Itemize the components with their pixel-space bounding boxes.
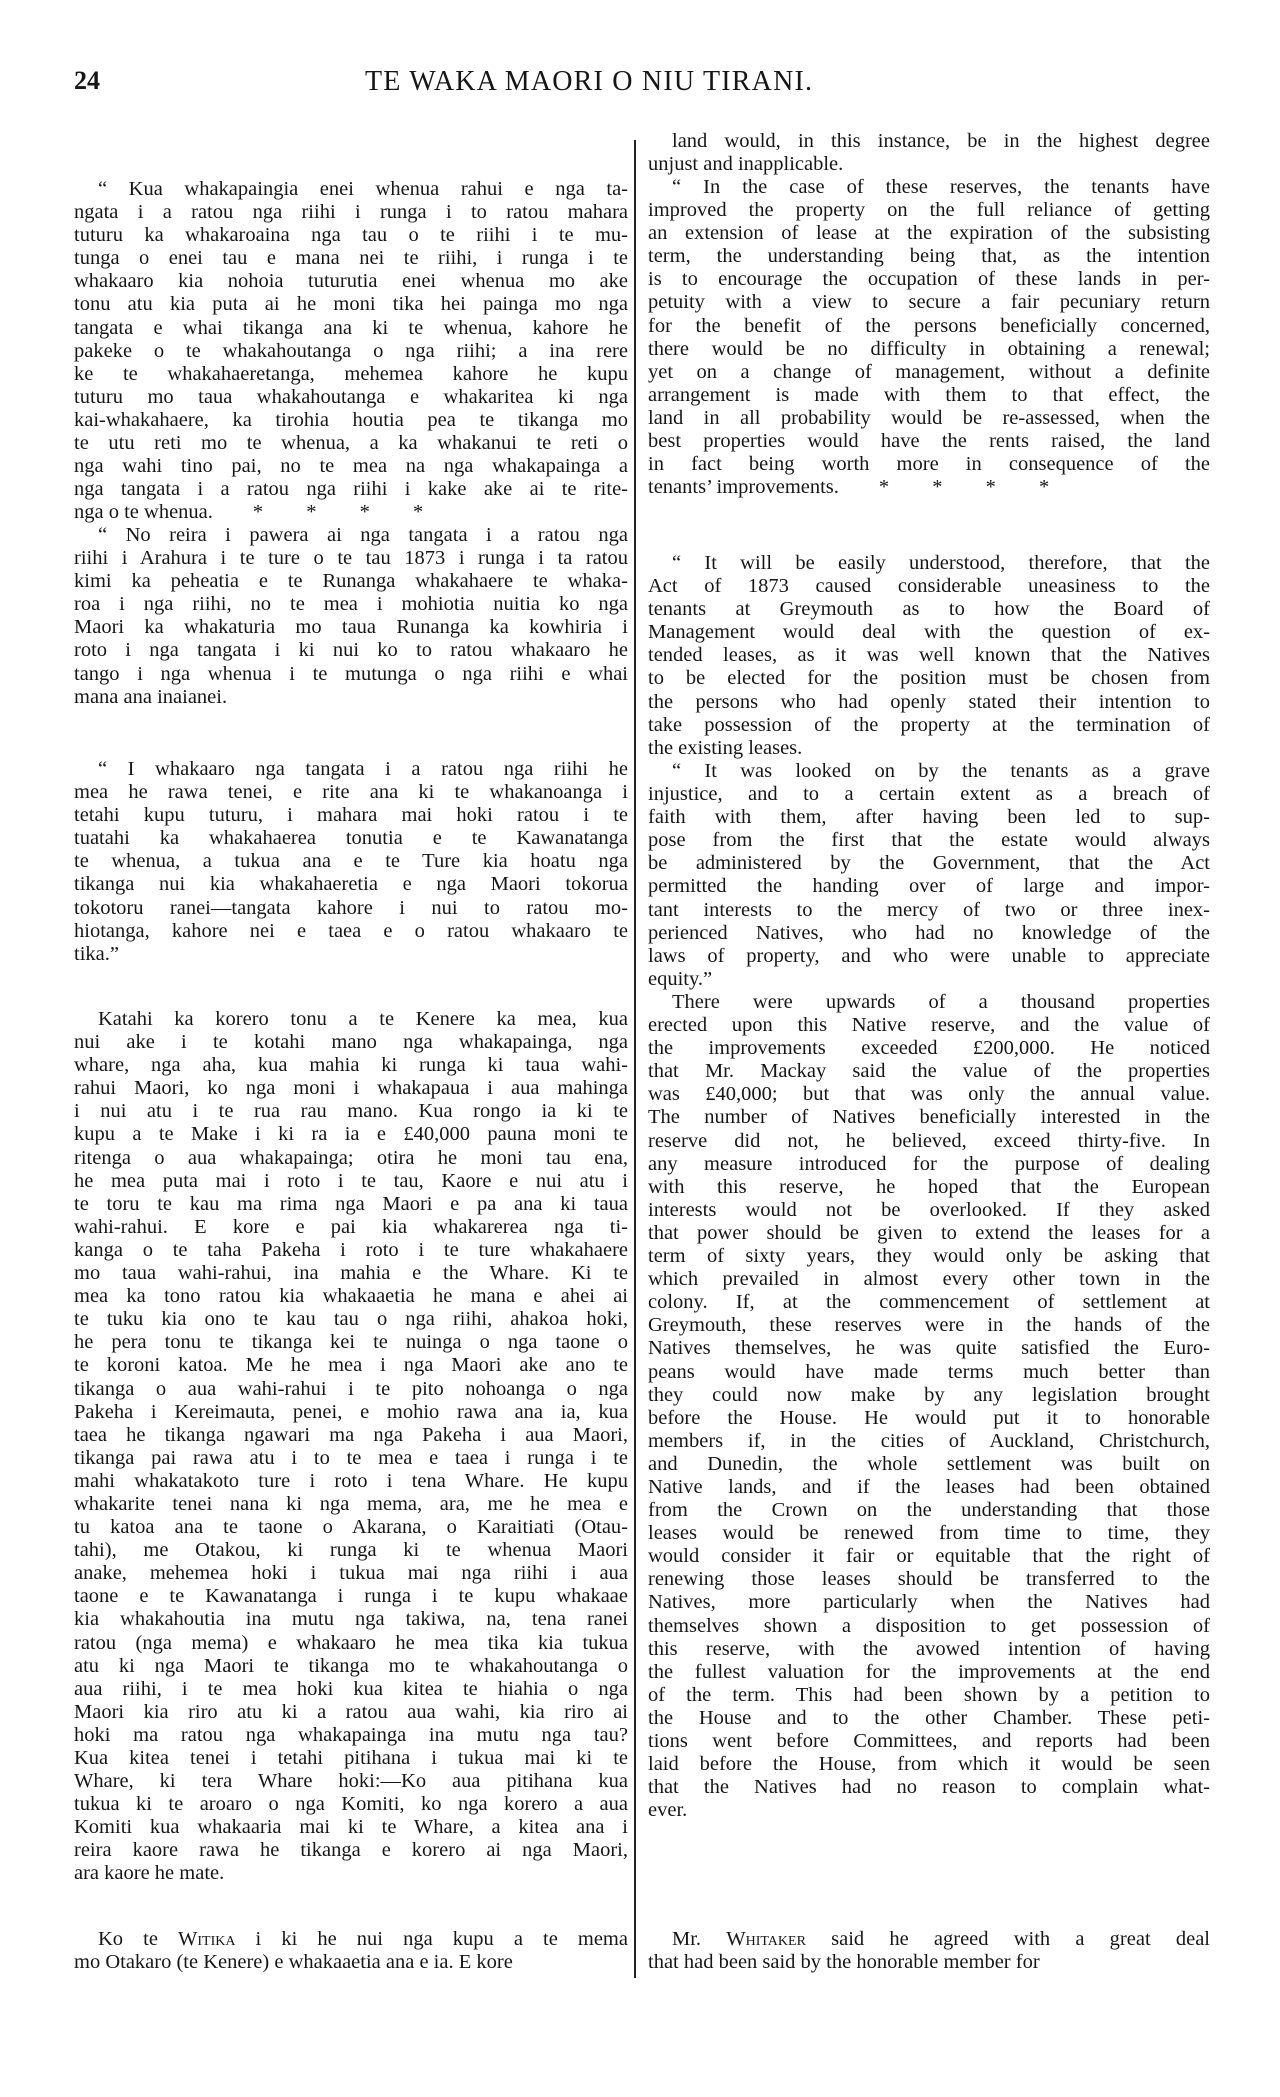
text-line: “ Kua whakapaingia enei whenua rahui e nga ta-: [98, 178, 628, 200]
running-title: TE WAKA MAORI O NIU TIRANI.: [365, 66, 814, 97]
text-line: ke te whakahaeretanga, mehemea kahore he kupu: [74, 362, 628, 385]
text-line: laws of property, and who were unable to appreciate: [648, 944, 1210, 967]
text-line: rahui Maori, ko nga moni i whakapaua i aua mahinga: [74, 1077, 628, 1100]
text-line: [74, 1928, 628, 1951]
text-line: Maori ka whakaturia mo taua Runanga ka kowhiria i: [74, 616, 628, 639]
text-line: Act of 1873 caused considerable uneasiness to the: [648, 575, 1210, 598]
text-line: tenants’ improvements. * * * *: [648, 476, 1050, 499]
text-line: was £40,000; but that was only the annual value.: [648, 1083, 1210, 1106]
text-line: nga o te whenua. * * * *: [74, 501, 424, 524]
paragraph: [74, 1928, 628, 1974]
text-line: to be elected for the position must be chosen from: [648, 667, 1210, 690]
text-line: leases would be renewed from time to time, they: [648, 1522, 1210, 1545]
text-line: te toru te kau ma rima nga Maori e pa ana ki taua: [74, 1192, 628, 1215]
text-line: mea he rawa tenei, e rite ana ki te whakanoanga i: [74, 781, 628, 804]
text-line: te utu reti mo te whenua, a ka whakanui te reti o: [74, 432, 628, 455]
text-line: te whenua, a tukua ana e te Ture kia hoatu nga: [74, 850, 628, 873]
text-line: nga tangata i a ratou nga riihi i kake ake ai te rite-: [74, 478, 628, 501]
text-line: te tuku kia ono te kau tau o nga riihi, ahakoa hoki,: [74, 1308, 628, 1331]
text-line: mana ana inaianei.: [74, 685, 228, 708]
text-line: tahi), me Otakou, ki runga ki te whenua Maori: [74, 1539, 628, 1562]
text-line: peans would have made terms much better than: [648, 1360, 1210, 1383]
text-line: tonu atu kia puta ai he moni tika hei painga mo nga: [74, 293, 628, 316]
text-line: ever.: [648, 1799, 688, 1822]
text-line: kai-whakahaere, ka tirohia houtia pea te tikanga mo: [74, 408, 628, 431]
text-line: Katahi ka korero tonu a te Kenere ka mea, kua: [98, 1008, 628, 1030]
text-line: the House and to the other Chamber. These peti-: [648, 1706, 1210, 1729]
text-line: would consider it fair or equitable that the right of: [648, 1545, 1210, 1568]
paragraph: [74, 1008, 628, 1886]
text-line: the fullest valuation for the improvements at the end: [648, 1660, 1210, 1683]
text-line: injustice, and to a certain extent as a breach of: [648, 783, 1210, 806]
text-line: tuturu mo taua whakahoutanga e whakaritea ki nga: [74, 385, 628, 408]
text-line: taone e te Kawanatanga i runga i te kupu whakaae: [74, 1585, 628, 1608]
text-line: kimi ka peheatia e te Runanga whakahaere te whaka-: [74, 570, 628, 593]
text-line: “ No reira i pawera ai nga tangata i a ratou nga: [98, 524, 628, 546]
text-line: themselves shown a disposition to get possession of: [648, 1614, 1210, 1637]
text-line: land would, in this instance, be in the highest degree: [672, 130, 1210, 152]
text-line: this reserve, with the avowed intention of having: [648, 1637, 1210, 1660]
text-line: aua riihi, i te mea hoki kua kitea te hiahia o nga: [74, 1677, 628, 1700]
ellipsis-stars: * * * *: [878, 476, 1050, 499]
text-line: te koroni katoa. Me he mea i nga Maori ake ano te: [74, 1354, 628, 1377]
text-line: perienced Natives, who had no knowledge of the: [648, 921, 1210, 944]
text-line: the persons who had openly stated their intention to: [648, 690, 1210, 713]
text-line: [648, 1928, 1210, 1951]
text-line: taea he tikanga ngawari ma nga Pakeha i aua Maori,: [74, 1423, 628, 1446]
text-line: the improvements exceeded £200,000. He noticed: [648, 1037, 1210, 1060]
text-line: ritenga o aua whakapainga; otira he moni tau ena,: [74, 1146, 628, 1169]
text-line: tukua ki te aroaro o nga Komiti, ko nga korero a aua: [74, 1793, 628, 1816]
text-line: improved the property on the full reliance of getting: [648, 199, 1210, 222]
text-line: renewing those leases should be transferred to the: [648, 1568, 1210, 1591]
text-line: an extension of lease at the expiration of the subsisting: [648, 222, 1210, 245]
text-line: laid before the House, from which it would be seen: [648, 1753, 1210, 1776]
text-line: take possession of the property at the termination of: [648, 713, 1210, 736]
text-line: equity.”: [648, 967, 713, 990]
text-line: of the term. This had been shown by a petition to: [648, 1683, 1210, 1706]
text-line: colony. If, at the commencement of settlement at: [648, 1291, 1210, 1314]
text-line: Management would deal with the question of ex-: [648, 621, 1210, 644]
text-line: which prevailed in almost every other town in the: [648, 1268, 1210, 1291]
text-line: kupu a te Make i ki ra ia e £40,000 pauna moni te: [74, 1123, 628, 1146]
speaker-prefix: Ko te: [98, 1928, 179, 1950]
text-line: reira kaore rawa he tikanga e korero ai nga Maori,: [74, 1839, 628, 1862]
text-line: anake, mehemea hoki i tukua mai nga riihi i aua: [74, 1562, 628, 1585]
text-line: pose from the first that the estate would always: [648, 829, 1210, 852]
text-line: arrangement is made with them to that effect, the: [648, 383, 1210, 406]
ellipsis-stars: * * * *: [252, 501, 424, 524]
text-line: “ I whakaaro nga tangata i a ratou nga riihi he: [98, 758, 628, 780]
text-line: riihi i Arahura i te ture o te tau 1873 i runga i ta ratou: [74, 547, 628, 570]
text-line: tangata e whai tikanga ana ki te whenua, kahore he: [74, 316, 628, 339]
text-line: for the benefit of the persons beneficially concerned,: [648, 314, 1210, 337]
paragraph: [648, 760, 1210, 991]
text-line: tions went before Committees, and reports had been: [648, 1730, 1210, 1752]
text-line: kanga o te taha Pakeha i roto i te ture whakahaere: [74, 1238, 628, 1261]
text-line: Natives themselves, he was quite satisfied the Euro-: [648, 1337, 1210, 1360]
text-line: tuturu ka whakaroaina nga tau o te riihi i te mu-: [74, 224, 628, 247]
text-line: there would be no difficulty in obtaining a renewal;: [648, 337, 1210, 360]
text-line: nga wahi tino pai, no te mea na nga whakapainga a: [74, 455, 628, 478]
column-divider: [634, 140, 636, 1978]
text-line: he mea puta mai i roto i te tau, Kaore e nui atu i: [74, 1169, 628, 1192]
text-line: whakarite tenei nana ki nga mema, ara, me he mea e: [74, 1492, 628, 1515]
text-line: tuatahi ka whakahaerea tonutia e te Kawanatanga: [74, 827, 628, 850]
text-line: interests would not be overlooked. If they asked: [648, 1198, 1210, 1221]
text-line: ngata i a ratou nga riihi i runga i to ratou mahara: [74, 201, 628, 224]
paragraph: [648, 552, 1210, 760]
text-line: Pakeha i Kereimauta, penei, e mohio rawa ana ia, kua: [74, 1400, 628, 1423]
text-line: kia whakahoutia ina mutu nga takiwa, na, tena ranei: [74, 1608, 628, 1631]
text-line: Maori kia riro atu ki a ratou aua wahi, kia riro ai: [74, 1700, 628, 1723]
text-line: in fact being worth more in consequence of the: [648, 453, 1210, 476]
text-line: tenants at Greymouth as to how the Board of: [648, 598, 1210, 621]
paragraph: [648, 991, 1210, 1822]
text-line: is to encourage the occupation of these lands in per-: [648, 268, 1210, 291]
text-line: mo Otakaro (te Kenere) e whakaaetia ana e ia. E kore: [74, 1951, 513, 1974]
text-line: i nui atu i te rua rau mano. Kua rongo ia ki te: [74, 1100, 628, 1123]
speaker-suffix: said he agreed with a great deal: [805, 1928, 1210, 1950]
text-line: Greymouth, these reserves were in the hands of the: [648, 1314, 1210, 1337]
text-line: whare, nga aha, kua mahia ki runga ki taua wahi-: [74, 1054, 628, 1077]
text-line: roa i nga riihi, no te mea i mohiotia nuitia ko nga: [74, 593, 628, 616]
text-line: term of sixty years, they would only be asking that: [648, 1245, 1210, 1268]
text-line: tu katoa ana te taone o Akarana, o Karaitiati (Otau-: [74, 1516, 628, 1539]
text-line: “ It was looked on by the tenants as a grave: [672, 760, 1210, 782]
text-line: permitted the handing over of large and impor-: [648, 875, 1210, 898]
text-line: tango i nga whenua i te mutunga o nga riihi e whai: [74, 662, 628, 685]
text-line: that the Natives had no reason to complain what-: [648, 1776, 1210, 1799]
text-line: tant interests to the mercy of two or three inex-: [648, 898, 1210, 921]
paragraph: [74, 524, 628, 709]
text-line: tetahi kupu tuturu, i mahara mai hoki ratou i te: [74, 804, 628, 827]
text-line: hiotanga, kahore nei e taea e o ratou whakaaro te: [74, 919, 628, 942]
speaker-name: Witika: [178, 1928, 236, 1950]
text-line: yet on a change of management, without a definite: [648, 360, 1210, 383]
paragraph: [74, 178, 628, 524]
text-line: they could now make by any legislation brought: [648, 1383, 1210, 1406]
text-line: with this reserve, he hoped that the European: [648, 1175, 1210, 1198]
speaker-name: Whitaker: [726, 1928, 806, 1950]
text-line: ara kaore he mate.: [74, 1862, 225, 1885]
text-line: mo taua wahi-rahui, ina mahia e the Whare. Ki te: [74, 1262, 628, 1285]
paragraph: [648, 130, 1210, 176]
text-line: tended leases, as it was well known that the Natives: [648, 644, 1210, 667]
text-line: tika.”: [74, 942, 119, 965]
text-line: that power should be given to extend the leases for a: [648, 1221, 1210, 1244]
text-line: tikanga nui kia whakahaeretia e nga Maori tokorua: [74, 873, 628, 896]
text-line: land in all probability would be re-assessed, when the: [648, 406, 1210, 429]
text-line: from the Crown on the understanding that those: [648, 1499, 1210, 1522]
text-line: tunga o enei tau e mana nei te riihi, i runga i te: [74, 247, 628, 270]
text-line: Komiti kua whakaaria mai ki te Whare, a kitea ana i: [74, 1816, 628, 1839]
text-line: whakaaro kia nohoia tuturutia enei whenua mo ake: [74, 270, 628, 293]
text-line: any measure introduced for the purpose of dealing: [648, 1152, 1210, 1175]
text-line: best properties would have the rents raised, the land: [648, 430, 1210, 453]
text-line: There were upwards of a thousand properties: [672, 991, 1210, 1013]
text-line: tikanga pai rawa atu i to te mea e taea i runga i te: [74, 1446, 628, 1469]
text-line: be administered by the Government, that the Act: [648, 852, 1210, 875]
text-line: tikanga o aua wahi-rahui i te pito nohoanga o nga: [74, 1377, 628, 1400]
text-line: members if, in the cities of Auckland, Christchurch,: [648, 1429, 1210, 1452]
text-line: roto i nga tangata i ki nui ko to ratou whakaaro he: [74, 639, 628, 662]
text-line: that had been said by the honorable member for: [648, 1951, 1040, 1974]
text-line: the existing leases.: [648, 736, 803, 759]
paragraph: [648, 1928, 1210, 1974]
text-line: ratou (nga mema) e whakaaro he mea tika kia tukua: [74, 1631, 628, 1654]
text-line: Kua kitea tenei i tetahi pitihana i tukua mai ki te: [74, 1747, 628, 1769]
text-line: that Mr. Mackay said the value of the properties: [648, 1060, 1210, 1083]
text-line: pakeke o te whakahoutanga o nga riihi; a ina rere: [74, 339, 628, 362]
text-line: hoki ma ratou nga whakapainga ina mutu nga tau?: [74, 1723, 628, 1746]
text-line: reserve did not, he believed, exceed thirty-five. In: [648, 1129, 1210, 1152]
text-line: mea ka tono ratou kia whakaaetia he mana e ahei ai: [74, 1285, 628, 1308]
text-line: “ In the case of these reserves, the tenants have: [672, 176, 1210, 198]
speaker-prefix: Mr.: [672, 1928, 727, 1950]
text-line: The number of Natives beneficially interested in the: [648, 1106, 1210, 1129]
text-line: he pera tonu te tikanga kei te nuinga o nga taone o: [74, 1331, 628, 1354]
text-line: unjust and inapplicable.: [648, 153, 844, 176]
text-line: wahi-rahui. E kore e pai kia whakarerea nga ti-: [74, 1215, 628, 1238]
text-line: Native lands, and if the leases had been obtained: [648, 1475, 1210, 1498]
paragraph: [648, 176, 1210, 499]
text-line: tokotoru ranei—tangata kahore i nui to ratou mo-: [74, 896, 628, 919]
text-line: erected upon this Native reserve, and the value of: [648, 1014, 1210, 1037]
paragraph: [74, 758, 628, 966]
text-line: before the House. He would put it to honorable: [648, 1406, 1210, 1429]
text-line: atu ki nga Maori te tikanga mo te whakahoutanga o: [74, 1654, 628, 1677]
text-line: and Dunedin, the whole settlement was built on: [648, 1452, 1210, 1475]
text-line: petuity with a view to secure a fair pecuniary return: [648, 291, 1210, 314]
text-line: nui ake i te kotahi mano nga whakapainga, nga: [74, 1031, 628, 1054]
text-line: Whare, ki tera Whare hoki:—Ko aua pitihana kua: [74, 1770, 628, 1793]
speaker-suffix: i ki he nui nga kupu a te mema: [235, 1928, 628, 1950]
text-line: faith with them, after having been led to sup-: [648, 806, 1210, 829]
text-line: mahi whakatakoto ture i roto i tena Whare. He kupu: [74, 1469, 628, 1492]
page-number: 24: [74, 66, 100, 95]
text-line: Natives, more particularly when the Natives had: [648, 1591, 1210, 1614]
text-line: “ It will be easily understood, therefore, that the: [672, 552, 1210, 574]
text-line: term, the understanding being that, as the intention: [648, 245, 1210, 268]
